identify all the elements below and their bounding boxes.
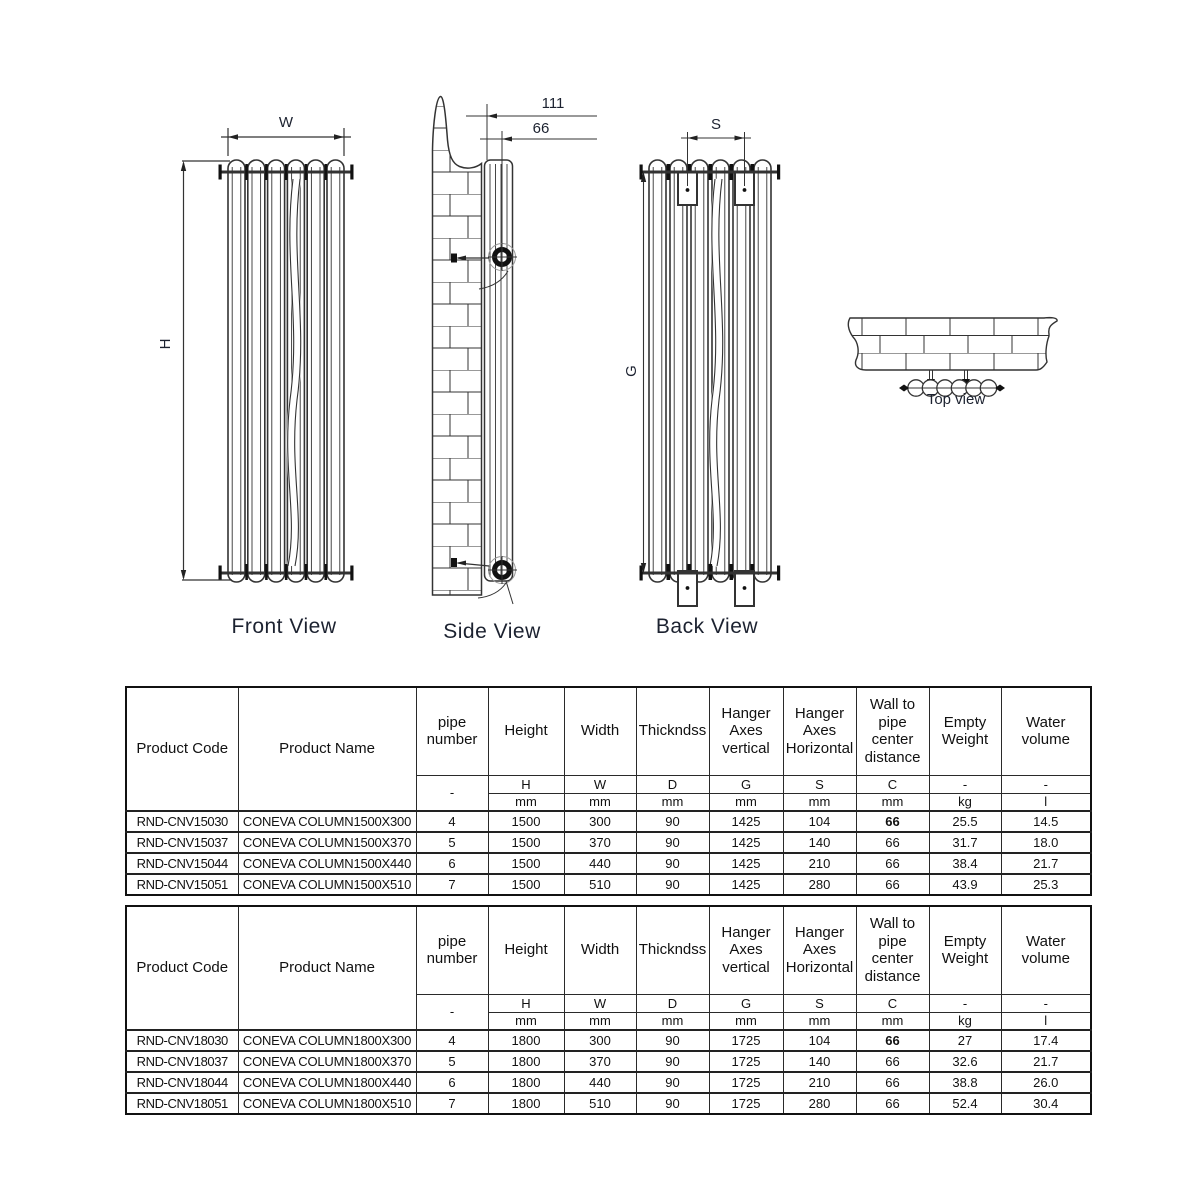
cell: 66 — [856, 1093, 929, 1114]
col-header-empty-weight: Empty Weight — [929, 906, 1001, 994]
unit-cell: mm — [783, 1012, 856, 1030]
col-header-hanger-vertical: Hanger Axes vertical — [709, 687, 783, 775]
cell: 4 — [416, 1030, 488, 1051]
table-row — [126, 1072, 1091, 1093]
cell: 90 — [636, 1093, 709, 1114]
product-code-cell: RND-CNV18030 — [126, 1030, 238, 1051]
cell: 90 — [636, 1030, 709, 1051]
unit-cell: mm — [488, 793, 564, 811]
cell: 52.4 — [929, 1093, 1001, 1114]
cell: 510 — [564, 1093, 636, 1114]
col-header-hanger-horizontal: Hanger Axes Horizontal — [783, 687, 856, 775]
unit-cell: kg — [929, 793, 1001, 811]
cell: 1500 — [488, 832, 564, 853]
col-header-product-code: Product Code — [126, 906, 238, 1030]
symbol-cell: C — [856, 775, 929, 793]
symbol-cell: - — [1001, 994, 1091, 1012]
cell: 210 — [783, 1072, 856, 1093]
back-hanger-vertical-dim-label: G — [623, 365, 640, 377]
symbol-cell: C — [856, 994, 929, 1012]
symbol-cell: H — [488, 775, 564, 793]
symbol-cell: W — [564, 775, 636, 793]
cell: 1800 — [488, 1051, 564, 1072]
cell: 90 — [636, 1072, 709, 1093]
cell: 1725 — [709, 1093, 783, 1114]
cell: 27 — [929, 1030, 1001, 1051]
product-name-cell: CONEVA COLUMN1800X300 — [238, 1030, 416, 1051]
table-row — [126, 853, 1091, 874]
cell: 370 — [564, 1051, 636, 1072]
product-name-cell: CONEVA COLUMN1500X510 — [238, 874, 416, 895]
symbol-cell: G — [709, 775, 783, 793]
cell: 510 — [564, 874, 636, 895]
cell: 38.4 — [929, 853, 1001, 874]
cell: 5 — [416, 832, 488, 853]
product-name-cell: CONEVA COLUMN1800X510 — [238, 1093, 416, 1114]
cell: 210 — [783, 853, 856, 874]
col-header-height: Height — [488, 906, 564, 994]
cell: 38.8 — [929, 1072, 1001, 1093]
symbol-cell: H — [488, 994, 564, 1012]
side-wall-center-dim-value: 66 — [532, 120, 550, 137]
symbol-cell: - — [416, 994, 488, 1030]
col-header-hanger-vertical: Hanger Axes vertical — [709, 906, 783, 994]
cell: 1425 — [709, 853, 783, 874]
cell: 104 — [783, 1030, 856, 1051]
side-view-drawing — [433, 96, 598, 604]
symbol-cell: S — [783, 775, 856, 793]
col-header-product-name: Product Name — [238, 687, 416, 811]
product-code-cell: RND-CNV15051 — [126, 874, 238, 895]
cell: 1800 — [488, 1072, 564, 1093]
symbol-cell: - — [929, 994, 1001, 1012]
cell: 104 — [783, 811, 856, 832]
header-row — [126, 687, 1091, 775]
cell: 26.0 — [1001, 1072, 1091, 1093]
unit-cell: kg — [929, 1012, 1001, 1030]
cell: 280 — [783, 874, 856, 895]
cell: 14.5 — [1001, 811, 1091, 832]
col-header-product-name: Product Name — [238, 906, 416, 1030]
product-name-cell: CONEVA COLUMN1500X300 — [238, 811, 416, 832]
cell: 300 — [564, 1030, 636, 1051]
unit-cell: mm — [564, 1012, 636, 1030]
product-name-cell: CONEVA COLUMN1800X370 — [238, 1051, 416, 1072]
symbol-cell: G — [709, 994, 783, 1012]
symbol-cell: D — [636, 775, 709, 793]
symbol-cell: - — [929, 775, 1001, 793]
cell: 1425 — [709, 874, 783, 895]
cell: 18.0 — [1001, 832, 1091, 853]
col-header-wall-distance: Wall to pipe center distance — [856, 906, 929, 994]
cell: 31.7 — [929, 832, 1001, 853]
cell: 1725 — [709, 1030, 783, 1051]
spec-table-1800 — [125, 905, 1092, 1115]
cell: 280 — [783, 1093, 856, 1114]
top-view-drawing — [848, 318, 1057, 397]
front-view-drawing — [181, 128, 354, 582]
table-row — [126, 811, 1091, 832]
product-code-cell: RND-CNV15044 — [126, 853, 238, 874]
unit-cell: mm — [636, 1012, 709, 1030]
cell: 66 — [856, 1051, 929, 1072]
table-row — [126, 1093, 1091, 1114]
cell: 1725 — [709, 1072, 783, 1093]
symbol-cell: - — [416, 775, 488, 811]
cell: 7 — [416, 1093, 488, 1114]
product-code-cell: RND-CNV18044 — [126, 1072, 238, 1093]
product-code-cell: RND-CNV18037 — [126, 1051, 238, 1072]
symbol-cell: W — [564, 994, 636, 1012]
unit-cell: mm — [636, 793, 709, 811]
unit-cell: l — [1001, 793, 1091, 811]
cell: 90 — [636, 874, 709, 895]
product-code-cell: RND-CNV15037 — [126, 832, 238, 853]
cell: 25.5 — [929, 811, 1001, 832]
cell: 66 — [856, 1072, 929, 1093]
cell: 1725 — [709, 1051, 783, 1072]
cell: 300 — [564, 811, 636, 832]
col-header-product-code: Product Code — [126, 687, 238, 811]
col-header-water-volume: Water volume — [1001, 687, 1091, 775]
cell: 440 — [564, 1072, 636, 1093]
cell: 32.6 — [929, 1051, 1001, 1072]
cell: 66 — [856, 1030, 929, 1051]
cell: 90 — [636, 853, 709, 874]
symbol-cell: - — [1001, 775, 1091, 793]
side-depth-dim-value: 111 — [541, 95, 565, 112]
col-header-thickness: Thickndss — [636, 906, 709, 994]
cell: 140 — [783, 1051, 856, 1072]
cell: 90 — [636, 1051, 709, 1072]
unit-cell: mm — [709, 793, 783, 811]
cell: 1800 — [488, 1093, 564, 1114]
cell: 66 — [856, 853, 929, 874]
front-height-dim-label: H — [157, 338, 174, 350]
cell: 66 — [856, 811, 929, 832]
unit-cell: l — [1001, 1012, 1091, 1030]
table-row — [126, 1030, 1091, 1051]
cell: 140 — [783, 832, 856, 853]
col-header-empty-weight: Empty Weight — [929, 687, 1001, 775]
cell: 1500 — [488, 853, 564, 874]
cell: 90 — [636, 832, 709, 853]
cell: 370 — [564, 832, 636, 853]
col-header-height: Height — [488, 687, 564, 775]
unit-cell: mm — [709, 1012, 783, 1030]
unit-cell: mm — [856, 793, 929, 811]
cell: 66 — [856, 832, 929, 853]
cell: 21.7 — [1001, 1051, 1091, 1072]
cell: 1800 — [488, 1030, 564, 1051]
unit-cell: mm — [564, 793, 636, 811]
col-header-pipe-number: pipe number — [416, 687, 488, 775]
cell: 7 — [416, 874, 488, 895]
table-row — [126, 1051, 1091, 1072]
side-view-label: Side View — [443, 620, 541, 643]
product-name-cell: CONEVA COLUMN1800X440 — [238, 1072, 416, 1093]
col-header-hanger-horizontal: Hanger Axes Horizontal — [783, 906, 856, 994]
front-view-label: Front View — [231, 615, 337, 638]
unit-cell: mm — [856, 1012, 929, 1030]
unit-cell: mm — [783, 793, 856, 811]
col-header-width: Width — [564, 687, 636, 775]
cell: 6 — [416, 853, 488, 874]
cell: 25.3 — [1001, 874, 1091, 895]
col-header-width: Width — [564, 906, 636, 994]
cell: 1500 — [488, 811, 564, 832]
cell: 4 — [416, 811, 488, 832]
product-name-cell: CONEVA COLUMN1500X440 — [238, 853, 416, 874]
table-row — [126, 874, 1091, 895]
cell: 90 — [636, 811, 709, 832]
cell: 5 — [416, 1051, 488, 1072]
col-header-wall-distance: Wall to pipe center distance — [856, 687, 929, 775]
spec-table-1500 — [125, 686, 1092, 896]
cell: 17.4 — [1001, 1030, 1091, 1051]
product-code-cell: RND-CNV15030 — [126, 811, 238, 832]
top-view-label: Top view — [926, 391, 986, 408]
product-code-cell: RND-CNV18051 — [126, 1093, 238, 1114]
col-header-pipe-number: pipe number — [416, 906, 488, 994]
product-name-cell: CONEVA COLUMN1500X370 — [238, 832, 416, 853]
unit-cell: mm — [488, 1012, 564, 1030]
front-width-dim-label: W — [278, 114, 294, 131]
back-hanger-horizontal-dim-label: S — [710, 116, 722, 133]
cell: 43.9 — [929, 874, 1001, 895]
symbol-cell: D — [636, 994, 709, 1012]
header-row — [126, 906, 1091, 994]
cell: 30.4 — [1001, 1093, 1091, 1114]
table-row — [126, 832, 1091, 853]
col-header-thickness: Thickndss — [636, 687, 709, 775]
col-header-water-volume: Water volume — [1001, 906, 1091, 994]
cell: 1425 — [709, 811, 783, 832]
cell: 1425 — [709, 832, 783, 853]
back-view-drawing — [640, 132, 781, 606]
cell: 440 — [564, 853, 636, 874]
cell: 21.7 — [1001, 853, 1091, 874]
back-view-label: Back View — [655, 615, 759, 638]
symbol-cell: S — [783, 994, 856, 1012]
cell: 1500 — [488, 874, 564, 895]
cell: 66 — [856, 874, 929, 895]
cell: 6 — [416, 1072, 488, 1093]
